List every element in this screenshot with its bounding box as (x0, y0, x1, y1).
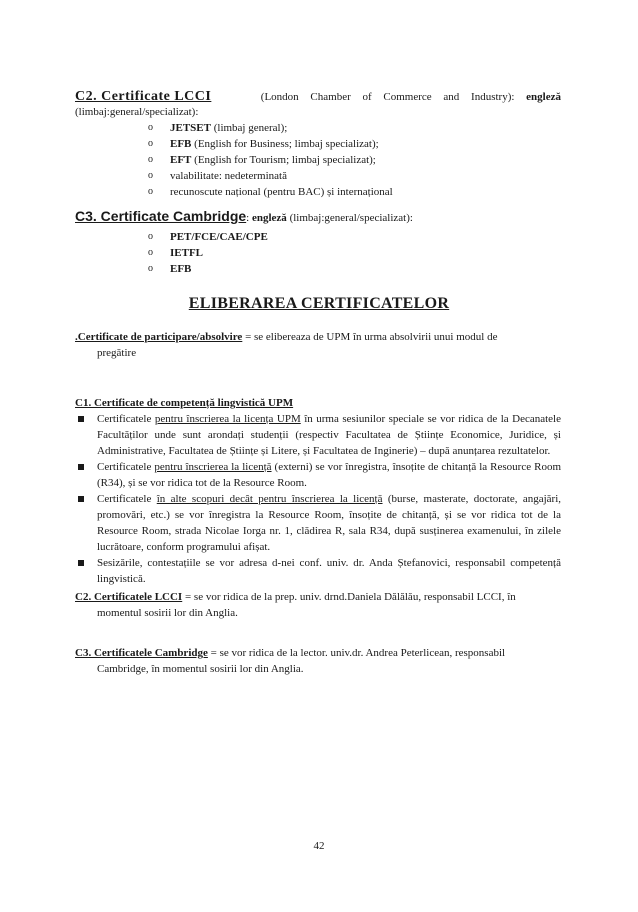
bullet-text: Certificatele (97, 493, 157, 505)
participation-label: .Certificate de participare/absolvire (75, 331, 243, 343)
circle-bullet-icon: o (148, 138, 153, 149)
list-item (148, 168, 393, 184)
c1-title: C1. Certificate de competență lingvistică UPM (75, 397, 294, 409)
item-text: valabilitate: nedeterminată (170, 170, 287, 182)
bullet-text: Sesizările, contestațiile se vor adresa d-nei conf. univ. dr. Anda Ștefanovici, responsabil competență lingvistică. (97, 557, 561, 585)
circle-bullet-icon: o (148, 154, 153, 165)
circle-bullet-icon: o (148, 231, 153, 242)
item-text: (English for Tourism; limbaj specializat); (191, 154, 376, 166)
bullet-text-cont: (burse, masterate, doctorate, angajări, promovări, etc.) se vor înregistra la Resource Room, însoțite de chitanță, și se vor ridica tot de la Resource Room, strada Nicolae Iorga nr. 1, clădirea R, sala R34, după susținerea examenului, în zilele lucrătoare, conform programului afișat. (97, 493, 562, 553)
list-item (75, 491, 561, 555)
c3-cambridge-text-cont: Cambridge, în momentul sosirii lor din Anglia. (97, 663, 304, 675)
participation-paragraph (75, 329, 561, 361)
circle-bullet-icon: o (148, 247, 153, 258)
circle-bullet-icon: o (148, 263, 153, 274)
c3-cambridge-paragraph (75, 645, 561, 677)
item-text: (English for Business; limbaj specializat); (191, 138, 379, 150)
bullet-underlined: în alte scopuri decât pentru înscrierea la licență (156, 493, 383, 505)
square-bullet-icon (78, 560, 84, 566)
item-text: (limbaj general); (210, 122, 288, 134)
c3-cambridge-text: = se vor ridica de la lector. univ.dr. Andrea Peterlicean, responsabil (207, 647, 506, 659)
bullet-text: Certificatele (97, 461, 155, 473)
list-item (75, 459, 561, 491)
item-bold: JETSET (170, 122, 211, 134)
c2-desc-text: (London Chamber of Commerce and Industry): (260, 91, 515, 103)
c3-list (148, 229, 268, 277)
circle-bullet-icon: o (148, 170, 153, 181)
list-item (148, 120, 393, 136)
item-bold: EFT (170, 154, 192, 166)
bullet-text-cont: (externi) se vor înregistra, însoțite de chitanță la Resource Room (R34), și se vor ridica tot de la Resource Room. (97, 461, 562, 489)
bullet-underlined: pentru înscrierea la licență (154, 461, 272, 473)
c2-list (148, 120, 393, 200)
circle-bullet-icon: o (148, 186, 153, 197)
c3-heading (75, 206, 413, 228)
c3-colon: : (246, 212, 250, 224)
square-bullet-icon (78, 464, 84, 470)
c2-subtitle: (limbaj:general/specializat): (75, 106, 199, 118)
c3-title: C3. Certificate Cambridge (75, 208, 247, 224)
list-item (148, 245, 268, 261)
bullet-text-cont: în urma sesiunilor speciale se vor ridica de la Decanatele Facultăților unde sunt arondați studenții (respectiv Facultatea de Științe Economice, Juridice, și Administrative, Facultatea de Științe și Litere, și Facultatea de Inginerie) – după anunțarea rezultatelor. (97, 413, 561, 457)
item-bold: PET/FCE/CAE/CPE (170, 231, 268, 243)
section-title: ELIBERAREA CERTIFICATELOR (188, 295, 450, 312)
c3-cambridge-label: C3. Certificatele Cambridge (75, 647, 208, 659)
list-item (148, 229, 268, 245)
c2-title: C2. Certificate LCCI (75, 89, 212, 104)
c2-lcci-text: = se vor ridica de la prep. univ. drnd.Daniela Dălălău, responsabil LCCI, în (182, 591, 516, 603)
c3-subtitle: (limbaj:general/specializat): (286, 212, 413, 224)
c1-list (75, 411, 561, 587)
c2-description (261, 88, 561, 106)
list-item (75, 411, 561, 459)
page-number: 42 (313, 840, 325, 852)
item-bold: EFB (170, 263, 192, 275)
square-bullet-icon (78, 496, 84, 502)
list-item (148, 136, 393, 152)
c2-lcci-paragraph (75, 589, 561, 621)
item-bold: IETFL (170, 247, 204, 259)
participation-text: = se elibereaza de UPM în urma absolvirii unui modul de (242, 331, 498, 343)
square-bullet-icon (78, 416, 84, 422)
c2-language: engleză (526, 91, 561, 103)
bullet-underlined: pentru înscrierea la licența UPM (154, 413, 301, 425)
list-item (148, 261, 268, 277)
c2-lcci-label: C2. Certificatele LCCI (75, 591, 183, 603)
c2-lcci-text-cont: momentul sosirii lor din Anglia. (97, 607, 238, 619)
item-bold: EFB (170, 138, 192, 150)
bullet-text: Certificatele (97, 413, 155, 425)
item-text: recunoscute național (pentru BAC) și internațional (170, 186, 393, 198)
list-item (148, 152, 393, 168)
circle-bullet-icon: o (148, 122, 153, 133)
participation-text-cont: pregătire (97, 347, 137, 359)
list-item (75, 555, 561, 587)
list-item (148, 184, 393, 200)
c3-language: engleză (251, 212, 287, 224)
